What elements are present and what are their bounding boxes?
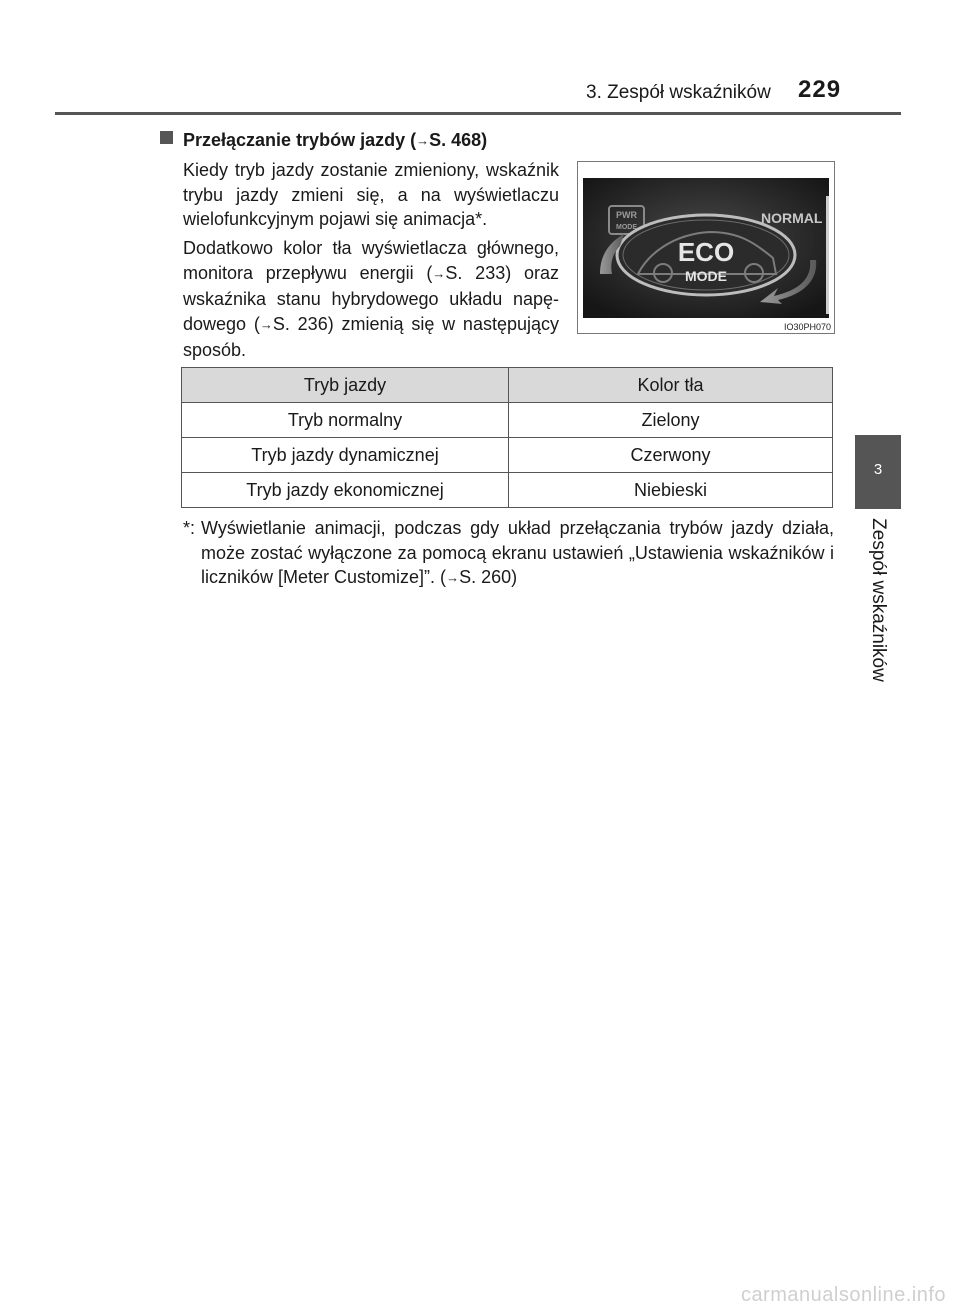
figure-code: IO30PH070: [783, 322, 831, 332]
eco-mode-display-figure: [577, 161, 835, 334]
drive-mode-color-table: [181, 367, 833, 508]
page-number: 229: [798, 76, 842, 103]
reference-arrow-icon: →: [259, 316, 273, 332]
reference-arrow-icon: →: [446, 570, 460, 585]
column-header-color: Kolor tła: [509, 368, 833, 403]
table-cell-color: Niebieski: [509, 473, 833, 508]
eco-label: ECO: [677, 237, 735, 267]
column-header-mode: Tryb jazdy: [182, 368, 509, 403]
table-cell-mode: Tryb jazdy ekonomicznej: [182, 473, 509, 508]
footnote-page-link[interactable]: S. 260): [459, 567, 518, 587]
svg-text:MODE: MODE: [616, 224, 637, 231]
footnote-mark: *:: [183, 518, 196, 538]
chapter-side-label: Zespół wskaźników: [868, 518, 889, 682]
chapter-tab: [855, 435, 901, 509]
table-row: [182, 403, 833, 438]
chapter-tab-number: 3: [873, 461, 883, 478]
header-divider: [55, 112, 901, 115]
table-cell-color: Zielony: [509, 403, 833, 438]
reference-arrow-icon: →: [416, 133, 430, 148]
table-row: [182, 438, 833, 473]
table-cell-mode: Tryb normalny: [182, 403, 509, 438]
svg-text:PWR: PWR: [616, 210, 637, 220]
table-cell-color: Czerwony: [509, 438, 833, 473]
page-header: [0, 0, 960, 120]
section-bullet-icon: [160, 131, 173, 144]
table-header-row: [182, 368, 833, 403]
paragraph-mode-change: Kiedy tryb jazdy zostanie zmieniony, wskaźnik trybu jazdy zmieni się, a na wyświetlaczu wielofunkcyjnym pojawi się animacja*.: [183, 160, 559, 229]
normal-mode-label: NORMAL: [761, 210, 823, 226]
watermark: carmanualsonline.info: [740, 1284, 946, 1306]
mode-label: MODE: [685, 268, 727, 284]
reference-arrow-icon: →: [432, 265, 446, 281]
table-row: [182, 473, 833, 508]
section-title-link[interactable]: S. 468): [429, 130, 488, 150]
table-cell-mode: Tryb jazdy dynamicznej: [182, 438, 509, 473]
chapter-title: 3. Zespół wskaźników: [586, 82, 771, 103]
paragraph-background-color: Dodatkowo kolor tła wyświetlacza głównego, monitora przepływu energii (→S. 233) oraz wskaźnika stanu hybrydowego układu napędowego (→S. 236) zmienią się w następujący sposób.: [183, 238, 559, 360]
section-title: Przełączanie trybów jazdy (→S. 468): [183, 130, 488, 150]
eco-mode-display-illustration: [578, 162, 834, 333]
footnote-text: Wyświetlanie animacji, podczas gdy układ przełączania trybów jazdy działa, może zostać wyłączone za pomocą ekranu ustawień „Ustawienia wskaźników i liczników [Meter Customize]”. (→S. 260): [201, 518, 834, 587]
